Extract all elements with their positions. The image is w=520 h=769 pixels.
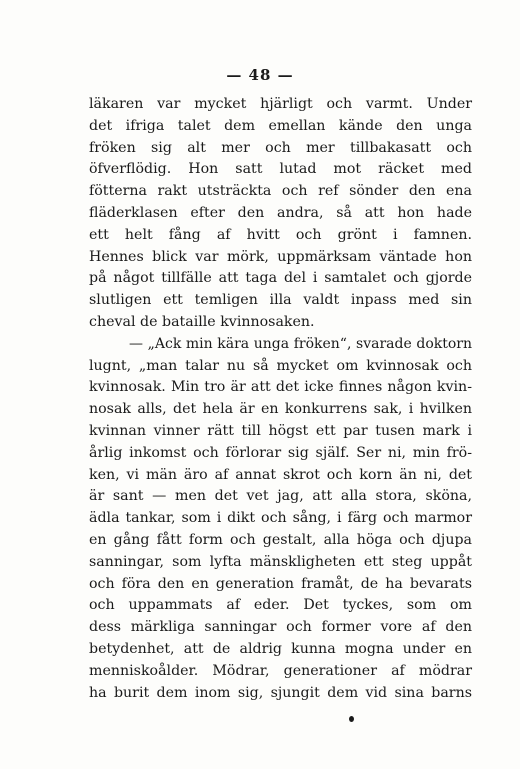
text-line: är sant — men det vet jag, att alla stora, sköna,: [89, 488, 472, 505]
ink-dot-mark: [349, 716, 354, 722]
text-line: dess märkliga sanningar och former vore af den: [89, 619, 472, 636]
text-line: sanningar, som lyfta mänskligheten ett steg uppåt: [89, 553, 472, 570]
text-line: betydenhet, att de aldrig kunna mogna under en: [89, 640, 472, 657]
text-line: och föra den en generation framåt, de ha bevarats: [89, 575, 472, 592]
text-line: årlig inkomst och förlorar sig själf. Ser ni, min frö-: [89, 444, 472, 461]
text-line: och uppammats af eder. Det tyckes, som om: [89, 597, 472, 614]
text-line: på något tillfälle att taga del i samtalet och gjorde: [89, 270, 472, 287]
text-line: ken, vi män äro af annat skrot och korn än ni, det: [89, 466, 472, 483]
text-line: ädla tankar, som i dikt och sång, i färg och marmor: [89, 510, 472, 527]
text-line: kvinnosak. Min tro är att det icke finnes någon kvin-: [89, 379, 472, 396]
text-line: slutligen ett temligen illa valdt inpass med sin: [89, 292, 472, 309]
body-text: [89, 94, 472, 704]
page-number: — 48 —: [226, 66, 294, 84]
text-line: fläderklasen efter den andra, så att hon hade: [89, 204, 472, 221]
text-line: öfverflödig. Hon satt lutad mot räcket med: [89, 161, 472, 178]
text-line: lugnt, „man talar nu så mycket om kvinnosak och: [89, 357, 472, 374]
text-line: ett helt fång af hvitt och grönt i famnen.: [89, 226, 472, 243]
text-line: — „Ack min kära unga fröken“, svarade doktorn: [129, 335, 472, 352]
text-line: kvinnan vinner rätt till högst ett par tusen mark i: [89, 422, 472, 439]
text-line: nosak alls, det hela är en konkurrens sak, i hvilken: [89, 401, 472, 418]
text-line: Hennes blick var mörk, uppmärksam väntade hon: [89, 248, 472, 265]
text-line: läkaren var mycket hjärligt och varmt. Under: [89, 96, 472, 112]
text-line: cheval de bataille kvinnosaken.: [89, 313, 315, 330]
text-line: det ifriga talet dem emellan kände den unga: [89, 117, 472, 134]
text-line: fröken sig alt mer och mer tillbakasatt och: [89, 139, 472, 156]
text-line: en gång fått form och gestalt, alla höga och djupa: [89, 531, 472, 548]
text-line: ha burit dem inom sig, sjungit dem vid sina barns: [89, 684, 472, 701]
text-line: menniskoålder. Mödrar, generationer af mödrar: [89, 662, 472, 679]
text-line: fötterna rakt utsträckta och ref sönder den ena: [89, 183, 472, 200]
